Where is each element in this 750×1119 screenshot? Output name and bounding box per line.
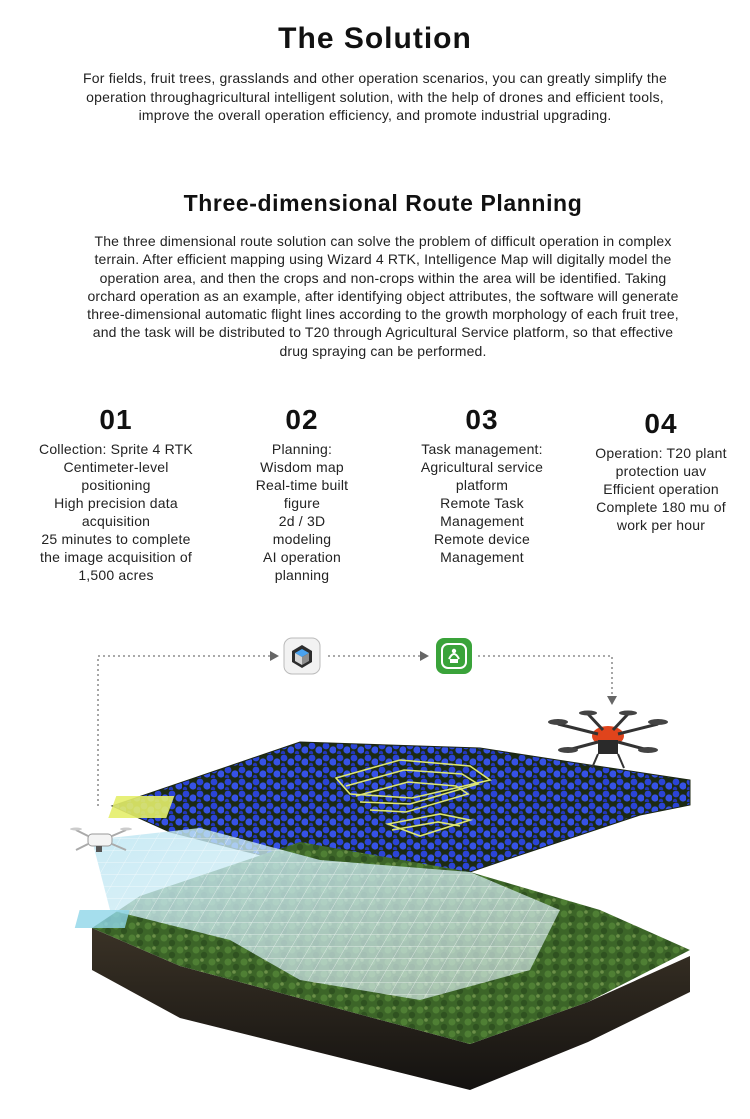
step-task-management bbox=[402, 406, 562, 566]
step-line: Management bbox=[440, 549, 524, 565]
step-number: 02 bbox=[285, 404, 319, 435]
step-line: Remote Task bbox=[440, 495, 524, 511]
step-line: Remote device bbox=[434, 531, 530, 547]
agri-service-icon bbox=[436, 638, 472, 674]
page-title: The Solution bbox=[278, 22, 472, 55]
desc-line: The three dimensional route solution can solve the problem of difficult operation in complex bbox=[94, 233, 672, 249]
intro-line: operation throughagricultural intelligent solution, with the help of drones and efficient tools, bbox=[86, 88, 664, 105]
step-operation bbox=[580, 410, 742, 534]
desc-line: drug spraying can be performed. bbox=[279, 342, 487, 359]
water-pond bbox=[75, 910, 130, 928]
step-line: acquisition bbox=[81, 513, 151, 529]
step-line: the image acquisition of bbox=[40, 549, 192, 565]
arrow-head-icon bbox=[270, 651, 279, 661]
workflow-line-end bbox=[478, 656, 612, 698]
step-line: Agricultural service bbox=[420, 459, 544, 475]
desc-line: and the task will be distributed to T20 through Agricultural Service platform, so that effective bbox=[92, 324, 674, 341]
step-planning bbox=[232, 406, 372, 584]
step-line: Complete 180 mu of bbox=[596, 499, 726, 515]
arrow-head-icon bbox=[420, 651, 429, 661]
intro-line: improve the overall operation efficiency, and promote industrial upgrading. bbox=[138, 107, 612, 123]
arrow-head-icon bbox=[607, 696, 617, 705]
step-line: 1,500 acres bbox=[78, 567, 154, 583]
step-line: Efficient operation bbox=[603, 481, 719, 497]
step-number: 03 bbox=[465, 404, 499, 435]
step-line: Management bbox=[440, 513, 524, 529]
intro-paragraph bbox=[40, 69, 710, 125]
step-line: AI operation bbox=[263, 549, 341, 565]
step-line: 25 minutes to complete bbox=[41, 531, 191, 547]
desc-line: orchard operation as an example, after identifying object attributes, the software will generate bbox=[87, 287, 679, 304]
map-software-icon bbox=[284, 638, 320, 674]
terrain-illustration bbox=[0, 610, 750, 1119]
step-line: modeling bbox=[272, 531, 332, 547]
desc-line: three-dimensional automatic flight lines according to the growth morphology of each fruit tree, bbox=[87, 306, 679, 323]
step-line: Real-time built bbox=[255, 477, 349, 493]
step-line: figure bbox=[283, 495, 321, 511]
step-line: positioning bbox=[81, 477, 151, 493]
step-line: platform bbox=[455, 477, 509, 493]
step-collection bbox=[26, 406, 206, 584]
intro-line: For fields, fruit trees, grasslands and other operation scenarios, you can greatly simplify the bbox=[83, 70, 667, 86]
step-line: Task management: bbox=[421, 441, 543, 457]
canopy-marker bbox=[108, 796, 174, 818]
step-number: 04 bbox=[644, 408, 678, 439]
spraying-drone-icon bbox=[548, 711, 668, 769]
step-line: Wisdom map bbox=[260, 459, 344, 475]
desc-line: operation area, and then the crops and non-crops within the area will be identified. Taking bbox=[99, 269, 667, 286]
step-line: Operation: T20 plant bbox=[595, 445, 727, 461]
step-line: 2d / 3D bbox=[278, 513, 326, 529]
desc-line: terrain. After efficient mapping using Wizard 4 RTK, Intelligence Map will digitally model the bbox=[94, 251, 672, 268]
step-line: Planning: bbox=[271, 441, 333, 457]
step-line: protection uav bbox=[615, 463, 707, 479]
step-number: 01 bbox=[99, 404, 133, 435]
step-line: work per hour bbox=[616, 517, 706, 533]
step-line: Collection: Sprite 4 RTK bbox=[39, 441, 193, 457]
section-description bbox=[45, 232, 721, 360]
step-line: High precision data bbox=[54, 495, 178, 511]
section-title: Three-dimensional Route Planning bbox=[183, 190, 583, 216]
step-line: planning bbox=[274, 567, 330, 583]
step-line: Centimeter-level bbox=[63, 459, 169, 475]
